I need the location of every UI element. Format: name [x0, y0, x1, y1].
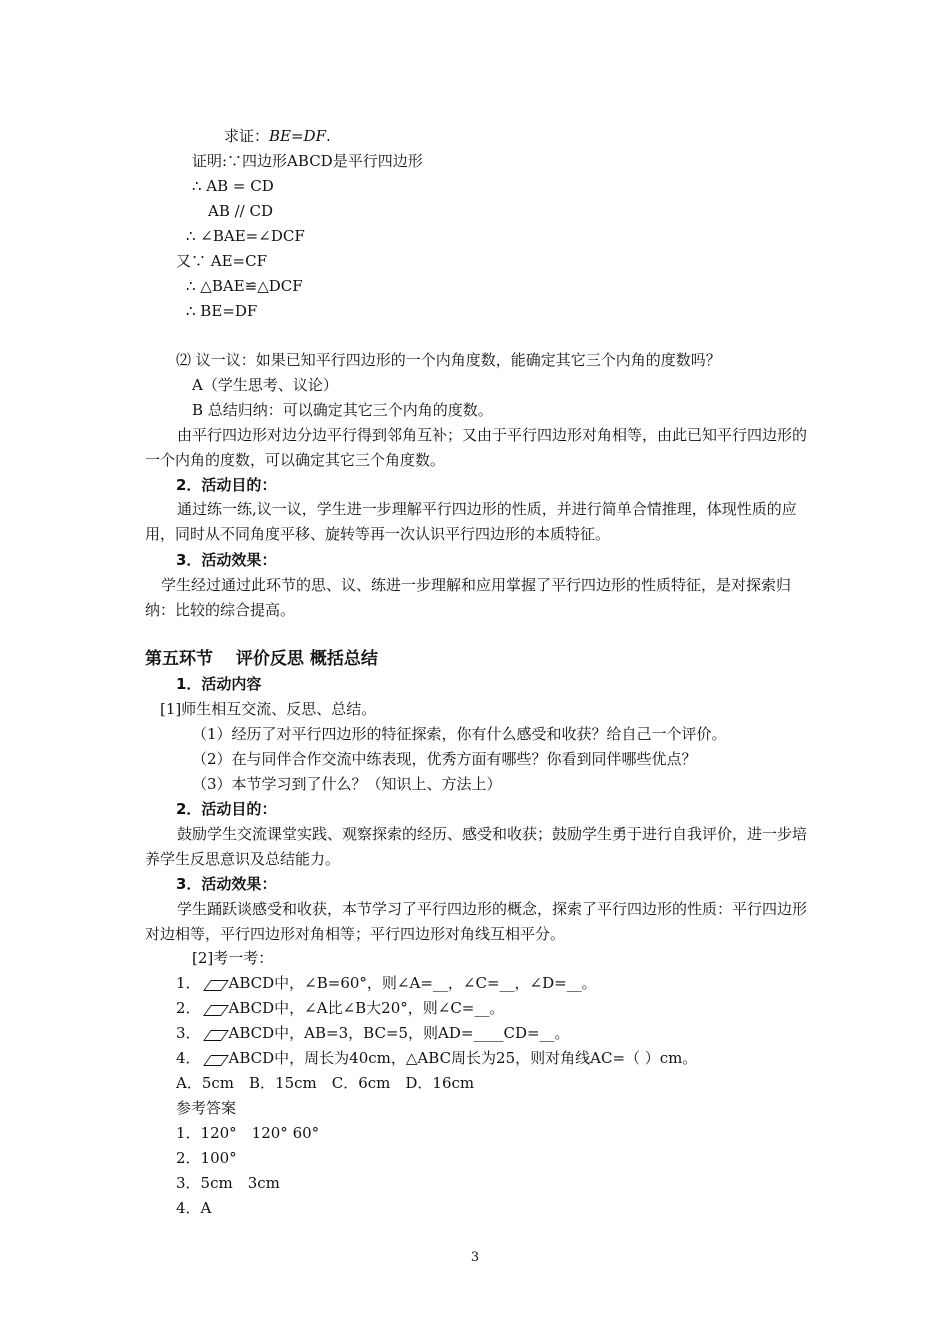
quiz-heading: [2]考一考：	[192, 949, 274, 967]
sec5-goal-heading: 2．活动目的：	[176, 800, 277, 818]
answer-2: 2．100°	[176, 1149, 237, 1167]
prove-line: 求证：BE=DF.	[224, 127, 331, 145]
sec5-q1: （1）经历了对平行四边形的特征探索，你有什么感受和收获？给自己一个评价。	[192, 725, 727, 743]
discuss-question: ⑵ 议一议：如果已知平行四边形的一个内角度数，能确定其它三个内角的度数吗？	[176, 351, 721, 369]
sec4-effect-text: 学生经过通过此环节的思、议、练进一步理解和应用掌握了平行四边形的性质特征，是对探索归纳：比较的综合提高。	[145, 576, 792, 619]
proof-line-4: ∴ ∠BAE=∠DCF	[186, 227, 305, 245]
quiz-item-2: 2． ABCD中，∠A比∠B大20°，则∠C=__。	[176, 999, 505, 1017]
parallelogram-icon	[203, 1030, 229, 1041]
proof-line-1: 证明:∵四边形ABCD是平行四边形	[192, 152, 423, 170]
quiz-options: A．5cm B．15cm C．6cm D．16cm	[176, 1074, 475, 1092]
sec5-item1: [1]师生相互交流、反思、总结。	[160, 700, 377, 718]
section5-title: 第五环节 评价反思 概括总结	[145, 649, 378, 669]
proof-line-7: ∴ BE=DF	[186, 302, 258, 320]
parallelogram-icon	[203, 1005, 229, 1016]
discuss-b: B 总结归纳：可以确定其它三个内角的度数。	[192, 401, 493, 419]
proof-line-3: AB // CD	[208, 202, 274, 220]
sec4-goal-heading: 2．活动目的：	[176, 476, 277, 494]
sec5-q3: （3）本节学习到了什么？（知识上、方法上）	[192, 775, 502, 793]
sec5-effect-heading: 3．活动效果：	[176, 875, 277, 893]
quiz-item-4: 4． ABCD中，周长为40cm，△ABC周长为25，则对角线AC=（ ）cm。	[176, 1049, 698, 1067]
sec5-content-heading: 1．活动内容	[176, 675, 262, 693]
sec4-goal-text: 通过练一练,议一议，学生进一步理解平行四边形的性质，并进行简单合情推理，体现性质的应用，同时从不同角度平移、旋转等再一次认识平行四边形的本质特征。	[145, 500, 797, 543]
sec5-effect-text: 学生踊跃谈感受和收获，本节学习了平行四边形的概念，探索了平行四边形的性质：平行四边形对边相等，平行四边形对角相等；平行四边形对角线互相平分。	[145, 900, 808, 943]
discuss-paragraph: 由平行四边形对边分边平行得到邻角互补；又由于平行四边形对角相等，由此已知平行四边形的一个内角的度数，可以确定其它三个角度数。	[145, 426, 808, 469]
quiz-item-3: 3． ABCD中，AB=3，BC=5，则AD=____CD=__。	[176, 1024, 570, 1042]
parallelogram-icon	[203, 1055, 229, 1066]
proof-line-6: ∴ △BAE≌△DCF	[186, 277, 303, 295]
answer-4: 4．A	[176, 1199, 212, 1217]
answers-heading: 参考答案	[176, 1099, 237, 1117]
page-number: 3	[470, 1250, 480, 1265]
answer-1: 1．120° 120° 60°	[176, 1124, 320, 1142]
sec4-effect-heading: 3．活动效果：	[176, 551, 277, 569]
proof-line-5: 又∵ AE=CF	[176, 252, 268, 270]
quiz-item-1: 1． ABCD中，∠B=60°，则∠A=__，∠C=__，∠D=__。	[176, 974, 597, 992]
discuss-a: A（学生思考、议论）	[192, 376, 338, 394]
sec5-goal-text: 鼓励学生交流课堂实践、观察探索的经历、感受和收获；鼓励学生勇于进行自我评价，进一步培养学生反思意识及总结能力。	[145, 825, 808, 868]
parallelogram-icon	[203, 980, 229, 991]
proof-line-2: ∴ AB = CD	[192, 177, 274, 195]
answer-3: 3．5cm 3cm	[176, 1174, 280, 1192]
sec5-q2: （2）在与同伴合作交流中练表现，优秀方面有哪些？你看到同伴哪些优点？	[192, 750, 697, 768]
